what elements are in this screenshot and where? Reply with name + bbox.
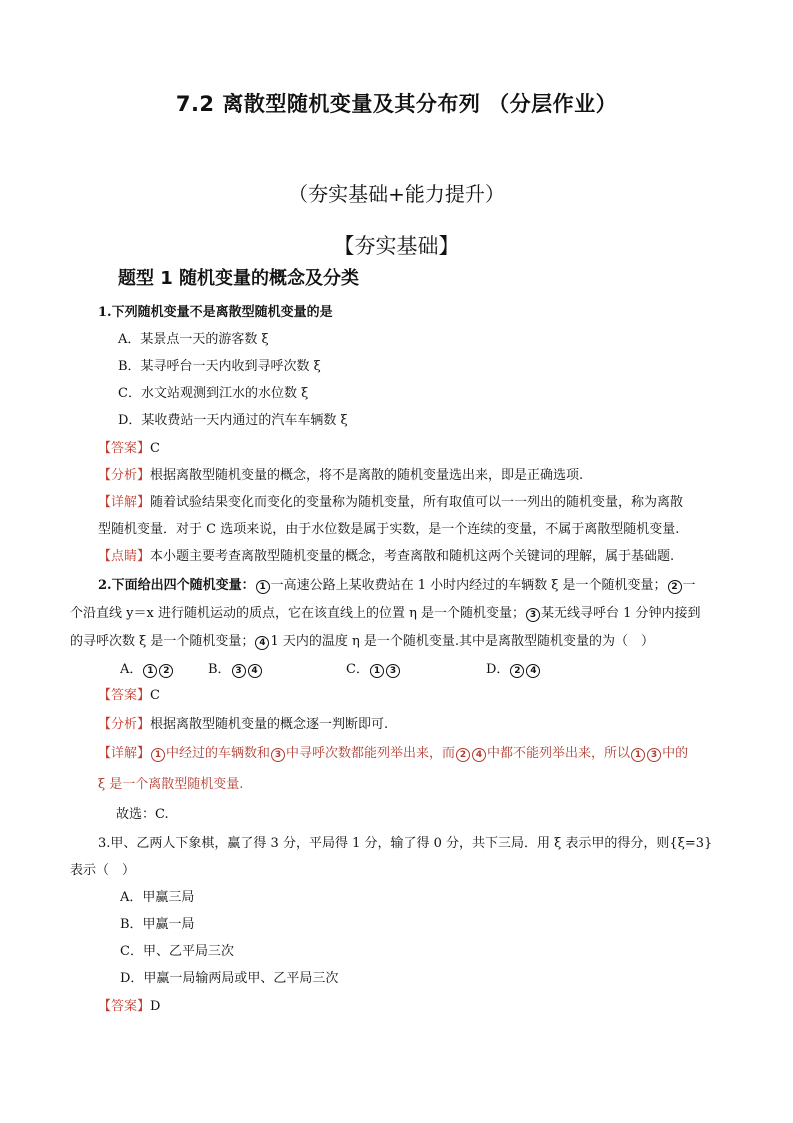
analysis-tag: 【分析】 — [98, 717, 151, 732]
question-1-stem — [98, 304, 333, 322]
answer-tag: 【答案】 — [98, 999, 151, 1014]
comment-tag: 【点睛】 — [98, 549, 151, 564]
section-heading: 【夯实基础】 — [333, 234, 460, 258]
q1-option-d: D．某收费站一天内通过的汽车车辆数 ξ — [118, 413, 348, 428]
q2-number: 2.下面给出四个随机变量： — [98, 578, 255, 593]
q2-stem-line-1 — [98, 577, 696, 595]
option-letter: C． — [346, 662, 369, 677]
q2-detail-line-2: ξ 是一个离散型随机变量. — [98, 777, 244, 792]
detail-tag: 【详解】 — [98, 746, 151, 761]
q2-option-b — [208, 661, 263, 679]
q3-option-b: B．甲赢一局 — [120, 917, 195, 932]
detail-text: 随着试验结果变化而变化的变量称为随机变量，所有取值可以一一列出的随机变量，称为离散 — [150, 495, 684, 510]
q2-option-d — [486, 661, 541, 679]
detail-text: 中的 — [662, 746, 689, 761]
option-letter: D． — [486, 662, 510, 677]
circled-1: 1 — [370, 664, 384, 678]
question-type-heading: 题型 1 随机变量的概念及分类 — [118, 268, 360, 289]
circled-3: 3 — [232, 664, 246, 678]
q2-stem-part: 个沿直线 y＝x 进行随机运动的质点，它在该直线上的位置 η 是一个随机变量； — [70, 606, 525, 621]
circled-2: 2 — [456, 748, 470, 762]
circled-2: 2 — [159, 664, 173, 678]
question-1-text: 1.下列随机变量不是离散型随机变量的是 — [98, 305, 333, 320]
circled-1: 1 — [143, 664, 157, 678]
circled-2: 2 — [668, 580, 682, 594]
q3-option-d: D．甲赢一局输两局或甲、乙平局三次 — [120, 971, 339, 986]
q2-conclusion: 故选：C. — [116, 807, 169, 822]
q1-comment — [98, 548, 674, 566]
circled-1: 1 — [256, 580, 270, 594]
circled-4: 4 — [526, 664, 540, 678]
circled-4: 4 — [255, 636, 269, 650]
q2-stem-part: 1 天内的温度 η 是一个随机变量.其中是离散型随机变量的为（ ） — [270, 634, 655, 649]
q1-option-c: C．水文站观测到江水的水位数 ξ — [118, 386, 309, 401]
option-letter: A． — [120, 662, 143, 677]
circled-4: 4 — [472, 748, 486, 762]
answer-value: C — [150, 441, 160, 456]
analysis-tag: 【分析】 — [98, 468, 151, 483]
q1-detail-line-2: 型随机变量．对于 C 选项来说，由于水位数是属于实数，是一个连续的变量，不属于离散型随机变量. — [98, 522, 680, 537]
circled-3: 3 — [271, 748, 285, 762]
q2-stem-part: 某无线寻呼台 1 分钟内接到 — [541, 606, 701, 621]
q2-option-c — [346, 661, 401, 679]
q3-stem-line-1 — [98, 835, 712, 853]
q2-detail-line-1 — [98, 745, 688, 763]
q2-stem-line-2 — [70, 605, 701, 623]
answer-value: D — [150, 999, 161, 1014]
circled-1: 1 — [151, 748, 165, 762]
circled-3: 3 — [526, 608, 540, 622]
document-title: 7.2 离散型随机变量及其分布列 （分层作业） — [175, 92, 618, 116]
option-letter: B． — [208, 662, 231, 677]
q3-stem-text: 3.甲、乙两人下象棋，赢了得 3 分，平局得 1 分，输了得 0 分，共下三局．用 ξ 表示甲的得分，则{ξ=3} — [98, 836, 713, 851]
q3-option-c: C．甲、乙平局三次 — [120, 944, 234, 959]
q3-option-a: A．甲赢三局 — [120, 890, 195, 905]
comment-text: 本小题主要考查离散型随机变量的概念，考查离散和随机这两个关键词的理解，属于基础题. — [150, 549, 675, 564]
q2-stem-part: 一高速公路上某收费站在 1 小时内经过的车辆数 ξ 是一个随机变量； — [270, 578, 667, 593]
detail-text: 中都不能列举出来，所以 — [487, 746, 631, 761]
answer-value: C — [150, 688, 160, 703]
q2-option-a — [120, 661, 174, 679]
detail-tag: 【详解】 — [98, 495, 151, 510]
circled-2: 2 — [510, 664, 524, 678]
answer-tag: 【答案】 — [98, 441, 151, 456]
q3-stem-line-2: 表示（ ） — [70, 863, 136, 878]
q2-stem-part: 一 — [682, 578, 696, 593]
document-subtitle: （夯实基础+能力提升） — [288, 182, 505, 206]
q2-stem-line-3 — [70, 633, 654, 651]
q3-answer — [98, 998, 160, 1016]
circled-3: 3 — [386, 664, 400, 678]
q2-analysis — [98, 716, 388, 734]
q2-answer — [98, 687, 160, 705]
detail-text: 中寻呼次数都能列举出来，而 — [286, 746, 456, 761]
q2-stem-part: 的寻呼次数 ξ 是一个随机变量； — [70, 634, 255, 649]
circled-3: 3 — [647, 748, 661, 762]
circled-1: 1 — [631, 748, 645, 762]
circled-4: 4 — [248, 664, 262, 678]
detail-text: 中经过的车辆数和 — [166, 746, 271, 761]
q1-answer — [98, 440, 160, 458]
q1-option-b: B．某寻呼台一天内收到寻呼次数 ξ — [118, 359, 321, 374]
answer-tag: 【答案】 — [98, 688, 151, 703]
analysis-text: 根据离散型随机变量的概念逐一判断即可. — [150, 717, 389, 732]
q1-option-a: A．某景点一天的游客数 ξ — [118, 332, 269, 347]
analysis-text: 根据离散型随机变量的概念，将不是离散的随机变量选出来，即是正确选项. — [150, 468, 584, 483]
q1-analysis — [98, 467, 583, 485]
q1-detail-line-1 — [98, 494, 683, 512]
